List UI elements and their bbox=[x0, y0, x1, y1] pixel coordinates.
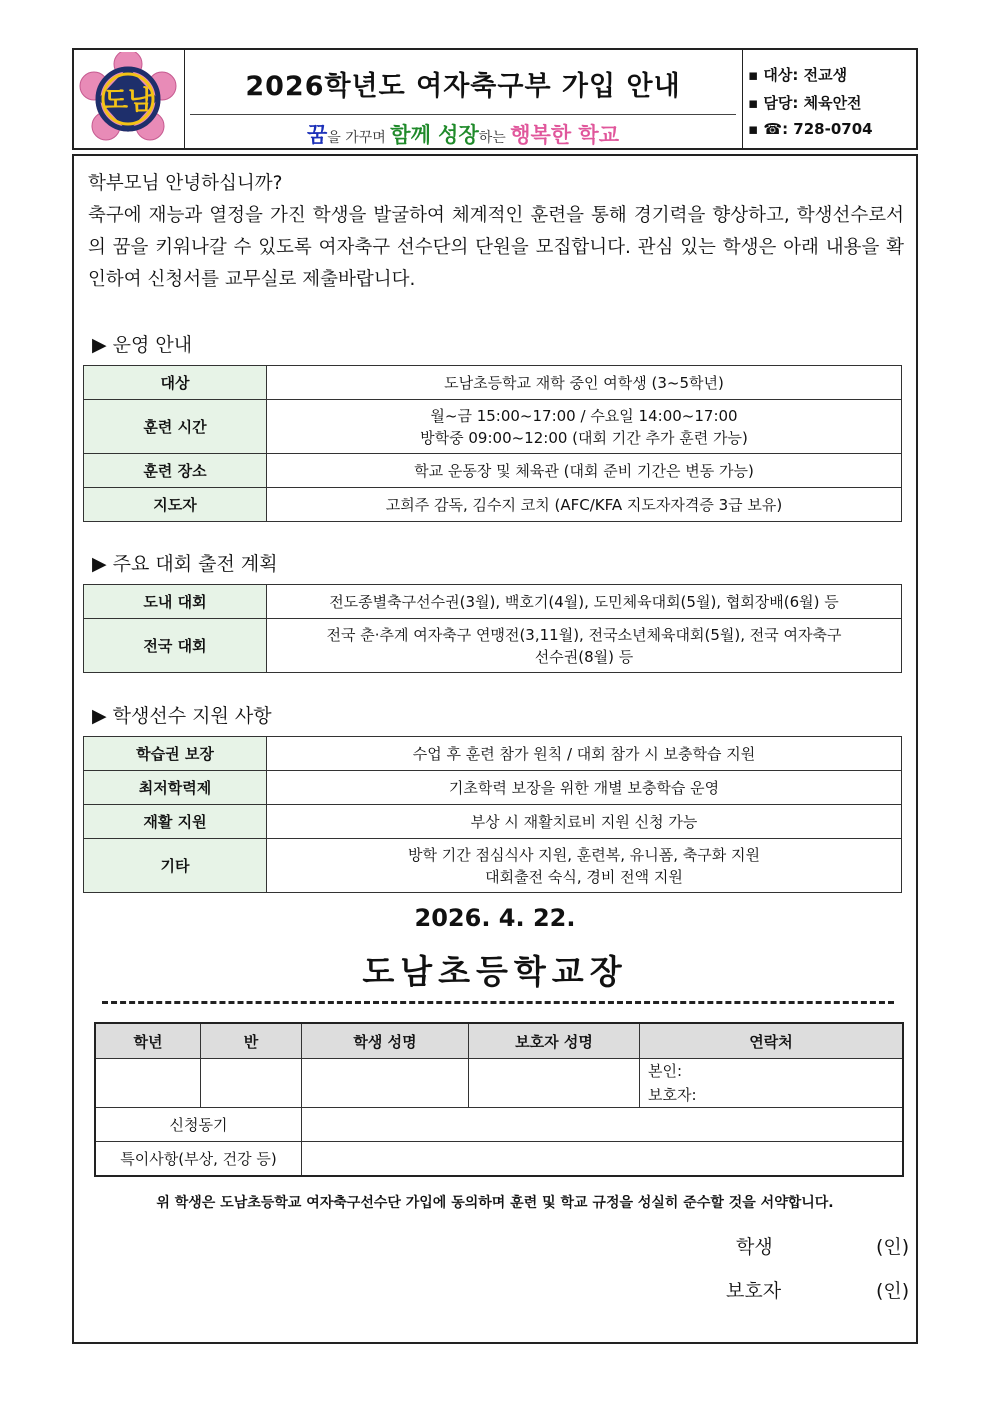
row-value: 도남초등학교 재학 중인 여학생 (3~5학년) bbox=[267, 366, 902, 400]
row-key: 지도자 bbox=[84, 488, 267, 522]
slogan-segment: 을 가꾸며 bbox=[327, 130, 391, 146]
slogan-segment: 함께 성장 bbox=[390, 123, 479, 147]
header-class: 반 bbox=[201, 1023, 302, 1059]
value-line: 선수권(8월) 등 bbox=[534, 647, 634, 666]
section-heading-competitions: ▶ 주요 대회 출전 계획 bbox=[92, 553, 278, 575]
school-slogan bbox=[190, 119, 736, 149]
row-value bbox=[267, 839, 902, 893]
row-key: 대상 bbox=[84, 366, 267, 400]
grade-field[interactable] bbox=[95, 1059, 201, 1108]
section-heading-support: ▶ 학생선수 지원 사항 bbox=[92, 705, 272, 727]
cut-line bbox=[102, 1001, 894, 1004]
table-row bbox=[84, 400, 902, 454]
intro-paragraph: 축구에 재능과 열정을 가진 학생을 발굴하여 체계적인 훈련을 통해 경기력을 향상하고, 학생선수로서의 꿈을 키워나갈 수 있도록 여자축구 선수단의 단원을 모집합니다. 관심 있는 학생은 아래 내용을 확인하여 신청서를 교무실로 제출바랍니다. bbox=[88, 205, 904, 290]
row-key: 도내 대회 bbox=[84, 585, 267, 619]
table-row bbox=[84, 805, 902, 839]
title-cell bbox=[184, 50, 743, 148]
section-heading-operation: ▶ 운영 안내 bbox=[92, 334, 193, 356]
application-form bbox=[94, 1022, 904, 1177]
table-row bbox=[84, 585, 902, 619]
row-key: 훈련 시간 bbox=[84, 400, 267, 454]
value-line: 방학중 09:00~12:00 (대회 기간 추가 훈련 가능) bbox=[420, 428, 748, 447]
contact-field[interactable] bbox=[640, 1059, 904, 1108]
table-row bbox=[84, 619, 902, 673]
table-row bbox=[84, 454, 902, 488]
row-value bbox=[267, 619, 902, 673]
form-entry-row bbox=[95, 1059, 903, 1108]
form-notes-row bbox=[95, 1142, 903, 1176]
table-row bbox=[84, 839, 902, 893]
table-row bbox=[84, 366, 902, 400]
document-body bbox=[72, 154, 918, 1344]
notes-label: 특이사항(부상, 건강 등) bbox=[95, 1142, 302, 1176]
value-line: 대회출전 숙식, 경비 전액 지원 bbox=[485, 867, 683, 886]
student-seal[interactable]: (인) bbox=[876, 1236, 910, 1258]
row-value: 기초학력 보장을 위한 개별 보충학습 운영 bbox=[267, 771, 902, 805]
value-line: 방학 기간 점심식사 지원, 훈련복, 유니폼, 축구화 지원 bbox=[408, 845, 760, 864]
slogan-bar bbox=[190, 114, 736, 145]
header-grade: 학년 bbox=[95, 1023, 201, 1059]
row-value bbox=[267, 400, 902, 454]
row-value: 부상 시 재활치료비 지원 신청 가능 bbox=[267, 805, 902, 839]
slogan-segment: 행복한 학교 bbox=[510, 123, 619, 147]
header-contact: 연락처 bbox=[640, 1023, 904, 1059]
info-manager: ▪ 담당: 체육안전 bbox=[748, 94, 862, 112]
school-logo-icon bbox=[78, 52, 178, 146]
pledge-text: 위 학생은 도남초등학교 여자축구선수단 가입에 동의하며 훈련 및 학교 규정을 성실히 준수할 것을 서약합니다. bbox=[156, 1195, 834, 1211]
row-value: 수업 후 훈련 참가 원칙 / 대회 참가 시 보충학습 지원 bbox=[267, 737, 902, 771]
principal-signature: 도남초등학교장 bbox=[362, 952, 628, 991]
row-key: 학습권 보장 bbox=[84, 737, 267, 771]
guardian-name-field[interactable] bbox=[469, 1059, 640, 1108]
greeting: 학부모님 안녕하십니까? bbox=[88, 173, 283, 194]
row-value: 고희주 감독, 김수지 코치 (AFC/KFA 지도자자격증 3급 보유) bbox=[267, 488, 902, 522]
logo-lettering: 도남 bbox=[102, 86, 154, 116]
row-key: 훈련 장소 bbox=[84, 454, 267, 488]
issue-date: 2026. 4. 22. bbox=[414, 904, 576, 932]
student-sign-label: 학생 bbox=[736, 1236, 773, 1258]
support-table bbox=[83, 736, 902, 893]
value-line: 월~금 15:00~17:00 / 수요일 14:00~17:00 bbox=[430, 406, 738, 425]
notes-field[interactable] bbox=[302, 1142, 904, 1176]
header-guardian-name: 보호자 성명 bbox=[469, 1023, 640, 1059]
form-header-row bbox=[95, 1023, 903, 1059]
row-value: 전도종별축구선수권(3월), 백호기(4월), 도민체육대회(5월), 협회장배(6월) 등 bbox=[267, 585, 902, 619]
table-row bbox=[84, 737, 902, 771]
slogan-segment: 하는 bbox=[478, 130, 511, 146]
logo-cell bbox=[74, 50, 185, 148]
header-student-name: 학생 성명 bbox=[302, 1023, 469, 1059]
competition-table bbox=[83, 584, 902, 673]
operation-table bbox=[83, 365, 902, 522]
contact-guardian-label: 보호자: bbox=[648, 1086, 697, 1104]
table-row bbox=[84, 488, 902, 522]
row-key: 전국 대회 bbox=[84, 619, 267, 673]
contact-self-label: 본인: bbox=[648, 1062, 683, 1080]
value-line: 전국 춘·추계 여자축구 연맹전(3,11월), 전국소년체육대회(5월), 전국 여자축구 bbox=[326, 625, 842, 644]
row-key: 재활 지원 bbox=[84, 805, 267, 839]
motive-field[interactable] bbox=[302, 1108, 904, 1142]
student-name-field[interactable] bbox=[302, 1059, 469, 1108]
guardian-sign-label: 보호자 bbox=[726, 1280, 782, 1302]
table-row bbox=[84, 771, 902, 805]
info-phone: ▪ ☎: 728-0704 bbox=[748, 120, 873, 138]
class-field[interactable] bbox=[201, 1059, 302, 1108]
page-title: 2026학년도 여자축구부 가입 안내 bbox=[245, 71, 681, 102]
info-target: ▪ 대상: 전교생 bbox=[748, 66, 848, 84]
info-cell bbox=[742, 50, 916, 148]
guardian-seal[interactable]: (인) bbox=[876, 1280, 910, 1302]
row-key: 최저학력제 bbox=[84, 771, 267, 805]
form-motive-row bbox=[95, 1108, 903, 1142]
row-key: 기타 bbox=[84, 839, 267, 893]
slogan-segment: 꿈 bbox=[306, 123, 328, 147]
motive-label: 신청동기 bbox=[95, 1108, 302, 1142]
row-value: 학교 운동장 및 체육관 (대회 준비 기간은 변동 가능) bbox=[267, 454, 902, 488]
document-header bbox=[72, 48, 918, 150]
